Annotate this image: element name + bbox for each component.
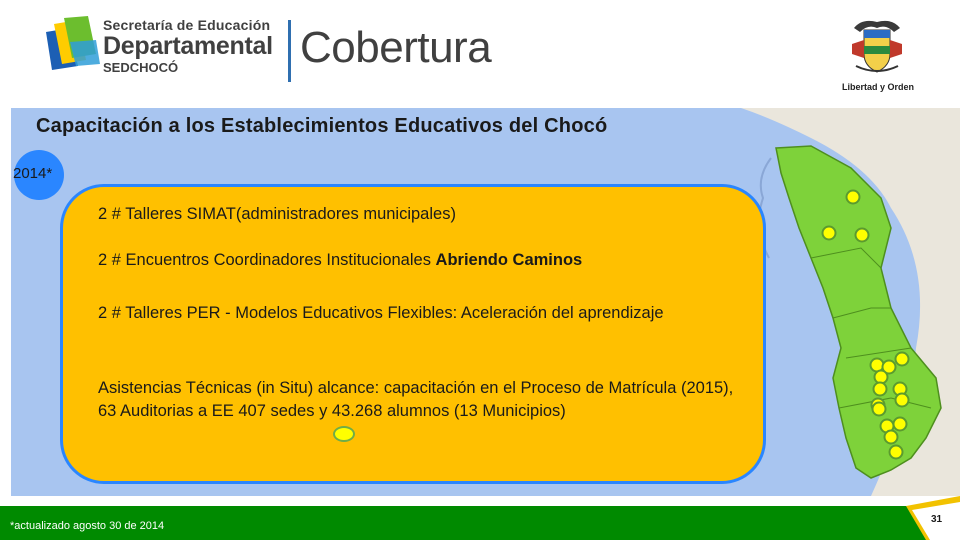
municipality-markers: [823, 191, 909, 459]
map-marker: [896, 353, 909, 366]
map-marker: [874, 383, 887, 396]
header: [0, 0, 960, 108]
list-item: Asistencias Técnicas (in Situ) alcance: capacitación en el Proceso de Matrícula (2015), 63 Auditorias a EE 407 sedes y 43.268 alumnos (13 Municipios): [98, 379, 734, 420]
year-label: 2014*: [13, 165, 53, 182]
page-number: 31: [931, 514, 943, 525]
motto: Libertad y Orden: [841, 82, 914, 92]
sed-logo-icon: [40, 14, 110, 84]
list-item: 2 # Talleres PER - Modelos Educativos Flexibles: Aceleración del aprendizaje: [98, 304, 664, 322]
logo-line2: Departamental: [103, 32, 273, 60]
map-marker: [875, 371, 888, 384]
map-marker: [823, 227, 836, 240]
map-marker: [873, 403, 886, 416]
map-marker: [896, 394, 909, 407]
map-marker: [885, 431, 898, 444]
logo-line1: Secretaría de Educación: [103, 17, 271, 33]
map-marker: [847, 191, 860, 204]
item-text: 2 # Encuentros Coordinadores Institucionales: [98, 251, 436, 269]
footnote: *actualizado agosto 30 de 2014: [10, 520, 165, 532]
map-marker: [890, 446, 903, 459]
list-item: [98, 249, 738, 272]
content-box: [60, 184, 766, 484]
logo-line3: SEDCHOCÓ: [103, 60, 179, 75]
coat-of-arms-icon: [842, 14, 912, 78]
slide-title: Capacitación a los Establecimientos Educativos del Chocó: [36, 115, 608, 137]
marker-legend-icon: [333, 426, 355, 442]
sed-logo-text: [103, 18, 273, 74]
logo-divider: [288, 20, 291, 82]
item-bold-text: Abriendo Caminos: [435, 251, 583, 269]
list-item: 2 # Talleres SIMAT(administradores municipales): [98, 205, 456, 223]
program-title: Cobertura: [300, 23, 492, 72]
map-marker: [856, 229, 869, 242]
map-marker: [894, 418, 907, 431]
